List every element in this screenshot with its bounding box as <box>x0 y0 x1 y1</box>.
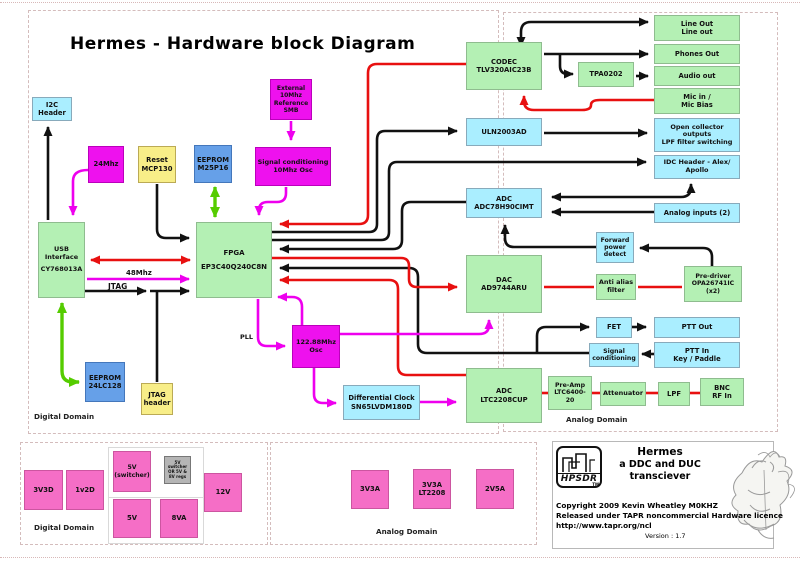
info-copyright: Copyright 2009 Kevin Wheatley M0KHZ <box>556 501 718 510</box>
box-open-collector-line: LPF filter switching <box>661 137 733 146</box>
box-line-out-line: Line Out <box>680 19 714 28</box>
box-3v3a-lt2208-line: LT2208 <box>418 489 446 497</box>
box-reg-note-line: switcher <box>167 464 188 470</box>
box-external-ref-line: 10Mhz <box>279 92 303 100</box>
label-pll: PLL <box>240 333 254 341</box>
box-diff-clock-line: SN65LVDM180D <box>351 402 412 411</box>
wire-adc78-to-fpga <box>280 202 466 249</box>
box-pre-amp-line: 20 <box>565 396 575 404</box>
box-3v3d-line: 3V3D <box>33 485 54 494</box>
label-jtag: JTAG <box>108 282 128 291</box>
box-phones-out-line: Phones Out <box>674 49 720 58</box>
box-osc-12288-line: Osc <box>309 345 323 354</box>
info-version: Version : 1.7 <box>645 532 686 540</box>
box-i2c-header-line: I2C <box>45 100 59 109</box>
page-title: Hermes - Hardware block Diagram <box>70 34 416 54</box>
box-diff-clock-line: Differential Clock <box>348 394 415 403</box>
box-pre-amp-line: LTC6400- <box>554 389 586 397</box>
box-signal-conditioning-line: Signal <box>603 347 625 355</box>
box-codec-line: CODEC <box>490 57 518 66</box>
info-name: Hermes <box>637 446 683 458</box>
box-12v-line: 12V <box>215 488 231 497</box>
box-bnc-rf-in-line: BNC <box>714 383 730 392</box>
box-signal-conditioning-osc-line: 10Mhz Osc <box>273 165 313 174</box>
wire-osc-to-diffclock <box>314 368 336 403</box>
power-digital-domain-label: Digital Domain <box>34 523 95 532</box>
info-url: http://www.tapr.org/ncl <box>556 521 652 530</box>
box-fwd-power-line: power <box>604 243 626 251</box>
wire-adc78-idc-double <box>552 184 691 197</box>
hpsdr-logo-text: HPSDR <box>558 473 600 484</box>
box-adc78h90-line: ADC78H90CIMT <box>474 203 534 211</box>
digital-domain-label: Digital Domain <box>34 412 95 421</box>
info-line3: transciever <box>629 471 691 482</box>
analog-domain-label: Analog Domain <box>566 415 628 424</box>
green-wires <box>62 187 215 382</box>
box-1v2d-line: 1v2D <box>75 485 95 494</box>
hermes-sketch <box>732 452 795 539</box>
box-reset-mcp130-line: Reset <box>146 156 168 165</box>
box-external-ref-line: Reference <box>273 99 309 107</box>
box-3v3a-line: 3V3A <box>360 485 380 494</box>
box-jtag-header-line: header <box>143 399 171 407</box>
box-pre-amp-line: Pre-Amp <box>554 382 586 390</box>
box-fpga-line: EP3C40Q240C8N <box>200 262 268 271</box>
box-ptt-in-line: PTT In <box>684 346 710 355</box>
box-eeprom-24lc128-line: EEPROM <box>88 373 122 382</box>
box-mic-in-line: Mic Bias <box>681 101 713 109</box>
box-open-collector-line: Open collector <box>670 122 724 131</box>
box-8va-line: 8VA <box>171 514 187 523</box>
box-pre-driver-line: Pre-driver <box>695 273 731 281</box>
box-fpga-line: FPGA <box>223 248 245 257</box>
box-5v-line: 5V <box>127 514 137 523</box>
box-reg-note-line: OR 5V & <box>168 469 187 474</box>
wire-to-fet <box>537 327 589 353</box>
box-usb-interface-line: Interface <box>44 252 79 261</box>
box-pre-driver-line: (x2) <box>706 287 720 295</box>
box-eeprom-24lc128-line: 24LC128 <box>88 382 122 390</box>
box-fet-line: FET <box>607 323 621 332</box>
box-5v-switcher-line: 5V <box>127 464 137 472</box>
box-fwd-power-line: Forward <box>600 236 630 244</box>
box-usb-interface-line: USB <box>54 244 69 253</box>
power-analog-domain-label: Analog Domain <box>376 527 438 536</box>
box-5v-switcher-line: (switcher) <box>114 471 150 479</box>
box-anti-alias-line: Anti alias <box>598 278 634 287</box>
wire-ltc2208-to-fpga <box>280 280 466 375</box>
wire-pll-to-osc <box>258 299 285 346</box>
wire-fwdpower-to-adc78 <box>505 225 596 247</box>
box-codec-line: TLV320AIC23B <box>476 66 532 74</box>
box-signal-conditioning-osc-line: Signal conditioning <box>257 157 329 166</box>
wire-codec-to-fpga <box>280 64 466 224</box>
box-ptt-in-line: Key / Paddle <box>673 355 721 363</box>
box-signal-conditioning-line: conditioning <box>592 355 636 362</box>
box-line-out-line: Line out <box>681 28 713 36</box>
box-eeprom-m25p16-line: M25P16 <box>197 164 229 172</box>
box-mic-in-line: Mic in / <box>683 92 711 101</box>
box-adc78h90-line: ADC <box>496 194 512 203</box>
wire-osc-to-fpga <box>278 297 302 325</box>
box-i2c-header-line: Header <box>38 109 66 117</box>
hpsdr-logo <box>556 446 602 488</box>
box-ptt-out-line: PTT Out <box>681 323 713 332</box>
box-jtag-header-line: JTAG <box>148 390 166 399</box>
box-eeprom-m25p16-line: EEPROM <box>196 155 230 164</box>
box-lpf-line: LPF <box>667 389 681 398</box>
box-audio-out-line: Audio out <box>678 71 716 80</box>
box-reg-note-line: 8V regs <box>168 473 187 479</box>
box-adc-ltc2208-line: LTC2208CUP <box>480 395 528 404</box>
wire-branch-to-tpa <box>560 54 573 74</box>
label-48mhz: 48Mhz <box>126 269 152 277</box>
box-adc-ltc2208-line: ADC <box>496 387 512 396</box>
wire-fpga-to-uln <box>272 131 457 232</box>
hpsdr-tm: TM <box>592 482 599 487</box>
wire-usb-eeprom-24lc128 <box>62 303 79 382</box>
box-external-ref-line: SMB <box>283 106 299 114</box>
wire-predriver-to-fwdpower <box>640 248 712 266</box>
box-reg-note-line: 5V <box>174 459 181 465</box>
box-2v5a-line: 2V5A <box>485 484 505 493</box>
box-tpa0202-line: TPA0202 <box>589 70 623 79</box>
box-bnc-rf-in-line: RF In <box>712 392 732 400</box>
box-pre-driver-line: OPA26741IC <box>691 280 735 288</box>
box-analog-inputs-line: Analog inputs (2) <box>663 208 731 217</box>
black-wires <box>48 22 712 382</box>
wire-codec-line-out <box>521 22 648 46</box>
box-anti-alias-line: filter <box>607 286 625 294</box>
box-uln2003ad-line: ULN2003AD <box>481 127 527 136</box>
box-dac-line: DAC <box>496 275 512 284</box>
box-reset-mcp130-line: MCP130 <box>141 164 173 173</box>
box-osc-12288-line: 122.88Mhz <box>296 337 336 346</box>
wire-24mhz-to-usb <box>73 170 88 215</box>
box-external-ref-line: External <box>276 85 306 93</box>
box-dac-line: AD9744ARU <box>481 284 527 292</box>
wire-sigcondosc-to-fpga <box>259 187 286 215</box>
wire-mic-to-codec <box>524 96 654 110</box>
wire-osc-to-dac <box>340 320 489 334</box>
box-usb-interface-line: CY768013A <box>40 265 83 274</box>
box-idc-header-line: Apollo <box>685 166 709 174</box>
wire-reset-to-fpga <box>157 184 189 238</box>
box-idc-header-line: IDC Header - Alex/ <box>663 158 731 167</box>
hpsdr-waveform-icon <box>559 449 599 473</box>
box-attenuator-line: Attenuator <box>602 389 644 398</box>
box-open-collector-line: outputs <box>682 130 712 139</box>
wire-fpga-to-dac <box>272 258 457 287</box>
info-license: Released under TAPR noncommercial Hardware licence <box>556 511 783 520</box>
box-fwd-power-line: detect <box>603 251 627 259</box>
box-3v3a-lt2208-line: 3V3A <box>422 480 442 489</box>
box-24mhz-line: 24Mhz <box>93 160 119 169</box>
info-line2: a DDC and DUC <box>619 459 701 470</box>
